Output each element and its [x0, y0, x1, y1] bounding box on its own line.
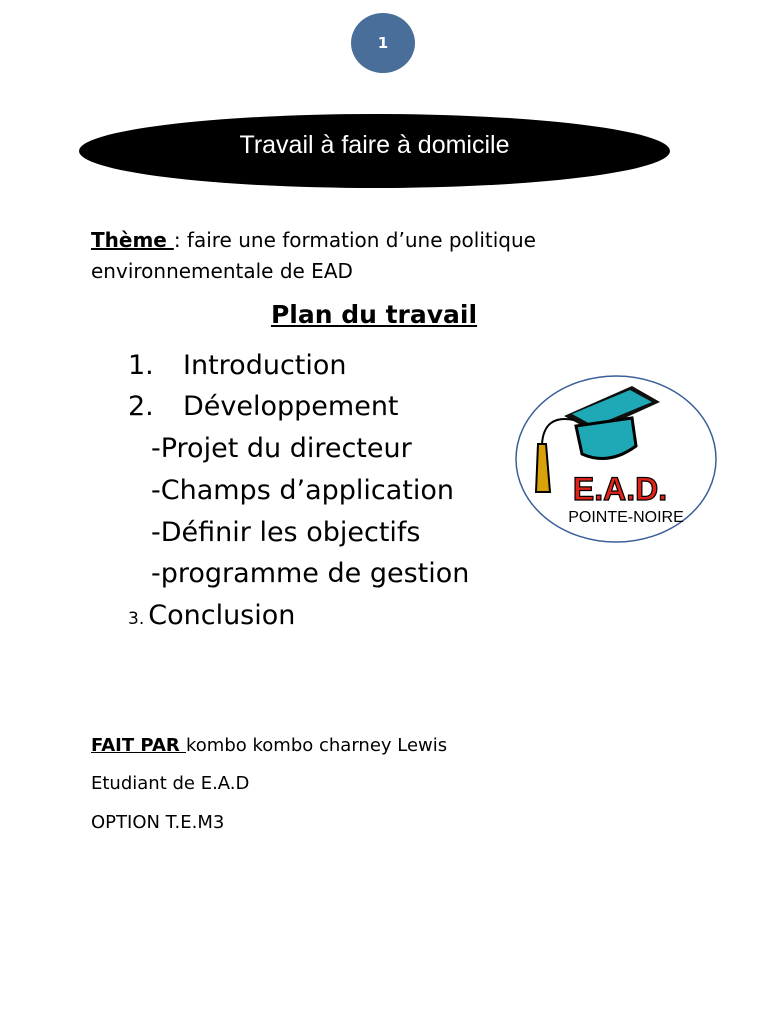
plan-item-conclusion	[128, 600, 295, 631]
plan-item-text: Développement	[183, 391, 399, 422]
plan-item-developpement	[128, 391, 399, 422]
plan-item-text: Introduction	[183, 350, 347, 381]
author-name: kombo kombo charney Lewis	[186, 735, 448, 756]
logo-city: POINTE-NOIRE	[568, 509, 684, 526]
theme-separator: :	[173, 228, 181, 252]
plan-subitem-projet: -Projet du directeur	[151, 433, 412, 464]
plan-subitem-programme: -programme de gestion	[151, 558, 470, 589]
theme-text: faire une formation d’une politique environnementale de EAD	[91, 228, 536, 283]
ead-logo	[514, 374, 718, 544]
page-number-badge: 1	[351, 13, 415, 73]
plan-subitem-champs: -Champs d’application	[151, 475, 454, 506]
author-line	[91, 735, 447, 756]
plan-item-introduction	[128, 350, 347, 381]
plan-title: Plan du travail	[270, 300, 478, 329]
author-option: OPTION T.E.M3	[91, 812, 225, 833]
theme-label: Thème	[91, 228, 174, 252]
plan-item-number: 2.	[128, 391, 154, 422]
plan-item-number: 3.	[128, 609, 145, 629]
plan-subitem-objectifs: -Définir les objectifs	[151, 517, 421, 548]
author-role: Etudiant de E.A.D	[91, 773, 250, 794]
plan-item-text: Conclusion	[148, 600, 296, 631]
title-banner	[79, 114, 670, 188]
author-label: FAIT PAR	[91, 735, 187, 756]
plan-item-number: 1.	[128, 350, 154, 381]
banner-title: Travail à faire à domicile	[239, 130, 510, 159]
theme-paragraph	[91, 225, 591, 287]
logo-name: E.A.D.	[572, 471, 668, 507]
